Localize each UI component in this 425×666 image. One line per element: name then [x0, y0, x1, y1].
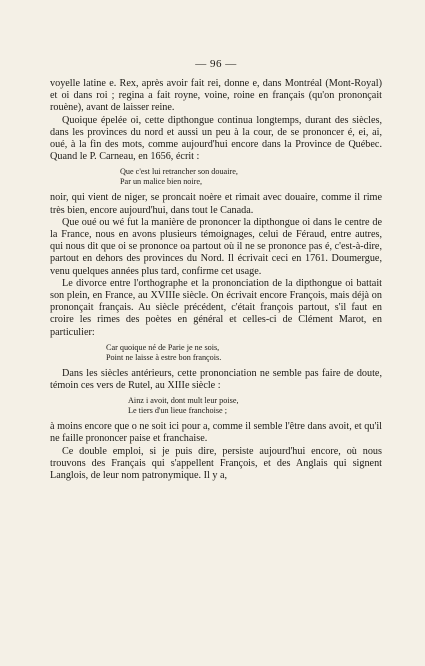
verse-quote-rutel: [50, 396, 382, 416]
verse-line: Car quoique né de Parie je ne sois,: [106, 342, 220, 352]
verse-quote-carneau: [50, 167, 382, 187]
verse-line: Par un malice bien noire,: [120, 177, 203, 187]
verse-line: Ainz i avoit, dont mult leur poise,: [128, 396, 239, 406]
page-number: — 96 —: [195, 58, 237, 70]
verse-quote-marot: [50, 343, 382, 363]
paragraph-6: Dans les siècles antérieurs, cette prononciation ne semble pas faire de doute, témoin ces vers de Rutel, au XIIIe siècle :: [50, 367, 382, 392]
paragraph-1: voyelle latine e. Rex, après avoir fait rei, donne e, dans Montréal (Mont-Royal) et oi dans roi ; regina a fait royne, voine, roine en français (qu'on prononçait rouène), avant de laisser reine.: [50, 78, 382, 114]
paragraph-2: Quoique épelée oi, cette dipthongue continua longtemps, durant des siècles, dans les provinces du nord et aussi un peu à la cour, de se prononcer é, ei, ai, oué, à la fin des mots, comme aujourd'hui encore dans la Province de Québec. Quand le P. Carneau, en 1656, écrit :: [50, 114, 382, 163]
paragraph-8: Ce double emploi, si je puis dire, persiste aujourd'hui encore, où nous trouvons des Français qui s'appellent François, et des Anglais qui signent Langlois, de leur nom patronymique. Il y a,: [50, 445, 382, 482]
paragraph-7: à moins encore que o ne soit ici pour a, comme il semble l'être dans avoit, et qu'il ne faille prononcer paise et franchaise.: [50, 421, 382, 445]
paragraph-4: Que oué ou wé fut la manière de prononcer la dipthongue oi dans le centre de la France, nous en avons plusieurs témoignages, celui de Féraud, entre autres, qui nous dit que oi se prononce oa partout où il ne se prononce pas é, c'est-à-dire, partout en dehors des provinces du Nord. Il écrivait ceci en 1761. Doumergue, venu quelques années plus tard, confirme cet usage.: [50, 216, 382, 277]
paragraph-5: Le divorce entre l'orthographe et la prononciation de la dipthongue oi battait son plein, en France, au XVIIIe siècle. On écrivait encore François, mais déjà on prononçait français. Au siècle précédent, c'était françois partout, s'il faut en croire les rimes des poètes en général et celles-ci de Clément Marot, en particulier:: [50, 277, 382, 338]
verse-line: Que c'est lui retrancher son douaire,: [120, 167, 238, 177]
verse-line: Le tiers d'un lieue franchoise ;: [128, 406, 228, 416]
book-page: [50, 58, 382, 482]
paragraph-3: noir, qui vient de niger, se proncait noère et rimait avec douaire, comme il rime très bien, encore aujourd'hui, dans tout le Canada.: [50, 192, 382, 216]
verse-line: Point ne laisse à estre bon françois.: [106, 352, 222, 362]
